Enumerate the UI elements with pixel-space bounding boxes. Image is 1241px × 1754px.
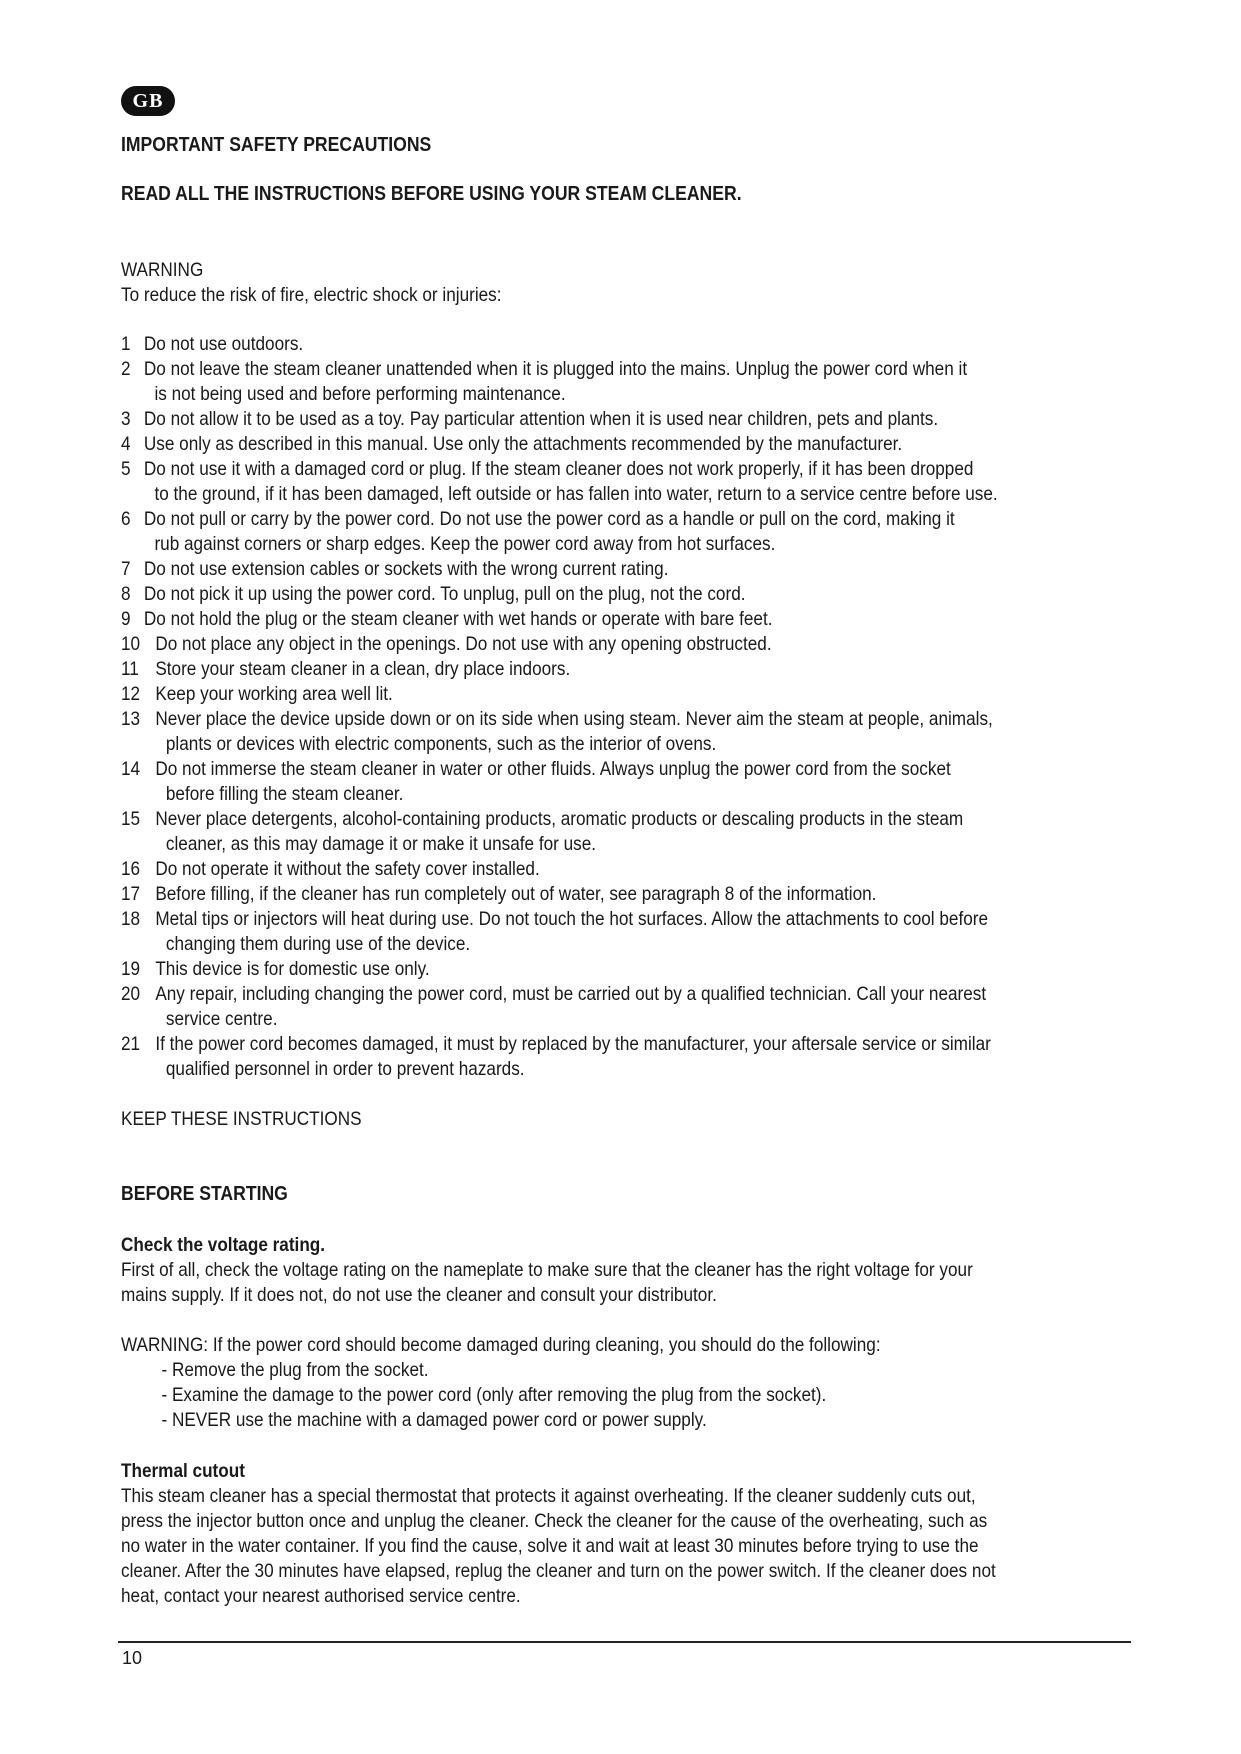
list-item-line: changing them during use of the device.	[165, 933, 471, 955]
list-item-line: Do not immerse the steam cleaner in water or other fluids. Always unplug the power cord from the socket	[155, 758, 951, 780]
list-item	[121, 632, 1131, 657]
list-item-line: Do not use it with a damaged cord or plug. If the steam cleaner does not work properly, if it has been dropped	[143, 458, 974, 480]
list-item-number: 3	[121, 408, 131, 430]
safety-list	[121, 332, 1131, 1082]
list-item-text	[155, 982, 1131, 1032]
keep-instructions: KEEP THESE INSTRUCTIONS	[121, 1108, 362, 1130]
list-item-line: service centre.	[165, 1008, 278, 1030]
list-item-text	[155, 857, 1131, 882]
list-item-line: Use only as described in this manual. Use only the attachments recommended by the manufacturer.	[143, 433, 903, 455]
list-item-number: 14	[121, 758, 141, 780]
list-item-line: Do not pick it up using the power cord. To unplug, pull on the plug, not the cord.	[143, 583, 746, 605]
list-item-text	[155, 632, 1131, 657]
list-item	[121, 807, 1131, 857]
list-item-text	[144, 557, 1131, 582]
list-item-line: Before filling, if the cleaner has run completely out of water, see paragraph 8 of the information.	[155, 883, 877, 905]
warning-label: WARNING	[121, 259, 204, 281]
list-item-line: plants or devices with electric components, such as the interior of ovens.	[165, 733, 717, 755]
warning-intro: To reduce the risk of fire, electric shock or injuries:	[121, 284, 502, 306]
list-item	[121, 707, 1131, 757]
list-item-text	[155, 907, 1131, 957]
list-item-number: 17	[121, 883, 141, 905]
list-item-number: 10	[121, 633, 141, 655]
list-item-line: Metal tips or injectors will heat during use. Do not touch the hot surfaces. Allow the attachments to cool before	[155, 908, 989, 930]
warning2-step: - Examine the damage to the power cord (only after removing the plug from the socket).	[161, 1384, 827, 1406]
list-item	[121, 582, 1131, 607]
thermal-line: cleaner. After the 30 minutes have elapsed, replug the cleaner and turn on the power switch. If the cleaner does not	[121, 1560, 996, 1582]
list-item-line: is not being used and before performing maintenance.	[154, 383, 566, 405]
list-item-number: 9	[121, 608, 131, 630]
list-item-text	[155, 1032, 1131, 1082]
list-item-text	[144, 457, 1131, 507]
list-item-line: This device is for domestic use only.	[155, 958, 430, 980]
list-item-line: before filling the steam cleaner.	[165, 783, 404, 805]
list-item-line: Store your steam cleaner in a clean, dry place indoors.	[155, 658, 571, 680]
section-subtitle: READ ALL THE INSTRUCTIONS BEFORE USING YOUR STEAM CLEANER.	[121, 183, 742, 205]
list-item-line: Any repair, including changing the power cord, must be carried out by a qualified technician. Call your nearest	[155, 983, 987, 1005]
list-item-text	[144, 507, 1131, 557]
list-item-line: rub against corners or sharp edges. Keep the power cord away from hot surfaces.	[154, 533, 776, 555]
list-item-line: Do not use outdoors.	[143, 333, 304, 355]
list-item-number: 21	[121, 1033, 141, 1055]
list-item-line: Do not operate it without the safety cover installed.	[155, 858, 540, 880]
list-item	[121, 332, 1131, 357]
thermal-line: This steam cleaner has a special thermostat that protects it against overheating. If the cleaner suddenly cuts out,	[121, 1485, 976, 1507]
voltage-heading: Check the voltage rating.	[121, 1234, 326, 1256]
list-item-number: 16	[121, 858, 141, 880]
list-item-number: 1	[121, 333, 131, 355]
list-item	[121, 907, 1131, 957]
thermal-heading: Thermal cutout	[121, 1460, 245, 1482]
list-item	[121, 982, 1131, 1032]
list-item-line: to the ground, if it has been damaged, left outside or has fallen into water, return to a service centre before use.	[154, 483, 998, 505]
list-item-number: 7	[121, 558, 131, 580]
list-item-number: 13	[121, 708, 141, 730]
list-item	[121, 607, 1131, 632]
list-item-line: Keep your working area well lit.	[155, 683, 393, 705]
warning2-step: - NEVER use the machine with a damaged power cord or power supply.	[161, 1409, 707, 1431]
list-item-text	[144, 607, 1131, 632]
list-item-line: If the power cord becomes damaged, it must by replaced by the manufacturer, your aftersale service or similar	[155, 1033, 991, 1055]
list-item-number: 8	[121, 583, 131, 605]
list-item	[121, 407, 1131, 432]
list-item-line: Never place the device upside down or on its side when using steam. Never aim the steam at people, animals,	[155, 708, 993, 730]
list-item-text	[144, 357, 1131, 407]
list-item-line: cleaner, as this may damage it or make it unsafe for use.	[165, 833, 597, 855]
warning2-step: - Remove the plug from the socket.	[161, 1359, 429, 1381]
list-item-text	[155, 807, 1131, 857]
page-content	[121, 133, 1010, 1609]
list-item	[121, 507, 1131, 557]
list-item-line: Never place detergents, alcohol-containing products, aromatic products or descaling products in the steam	[155, 808, 964, 830]
list-item-text	[155, 682, 1131, 707]
list-item-number: 11	[121, 658, 139, 680]
list-item-text	[144, 582, 1131, 607]
thermal-line: press the injector button once and unplug the cleaner. Check the cleaner for the cause of the overheating, such as	[121, 1510, 988, 1532]
thermal-line: heat, contact your nearest authorised service centre.	[121, 1585, 521, 1607]
list-item-number: 12	[121, 683, 141, 705]
list-item-text	[155, 882, 1131, 907]
page-number: 10	[122, 1648, 143, 1668]
list-item-line: Do not place any object in the openings. Do not use with any opening obstructed.	[155, 633, 772, 655]
list-item-text	[144, 332, 1131, 357]
list-item	[121, 1032, 1131, 1082]
list-item-text	[155, 957, 1131, 982]
list-item-number: 6	[121, 508, 131, 530]
list-item	[121, 957, 1131, 982]
warning-block	[121, 258, 1131, 308]
list-item-line: Do not use extension cables or sockets with the wrong current rating.	[143, 558, 669, 580]
list-item	[121, 857, 1131, 882]
list-item-line: Do not leave the steam cleaner unattended when it is plugged into the mains. Unplug the power cord when it	[143, 358, 968, 380]
list-item-line: Do not allow it to be used as a toy. Pay particular attention when it is used near children, pets and plants.	[143, 408, 939, 430]
list-item-text	[155, 707, 1131, 757]
warning2-text: WARNING: If the power cord should become damaged during cleaning, you should do the following:	[121, 1334, 881, 1356]
list-item-number: 4	[121, 433, 131, 455]
before-starting-heading: BEFORE STARTING	[121, 1183, 288, 1205]
list-item-text	[144, 407, 1131, 432]
list-item-text	[144, 432, 1131, 457]
list-item-number: 15	[121, 808, 141, 830]
language-badge: GB	[121, 86, 175, 116]
thermal-line: no water in the water container. If you find the cause, solve it and wait at least 30 minutes before trying to use the	[121, 1535, 979, 1557]
list-item	[121, 357, 1131, 407]
voltage-line: mains supply. If it does not, do not use the cleaner and consult your distributor.	[121, 1284, 717, 1306]
section-title: IMPORTANT SAFETY PRECAUTIONS	[121, 134, 432, 156]
list-item	[121, 657, 1131, 682]
list-item	[121, 557, 1131, 582]
list-item	[121, 682, 1131, 707]
list-item-line: qualified personnel in order to prevent hazards.	[165, 1058, 525, 1080]
list-item	[121, 457, 1131, 507]
list-item-text	[155, 657, 1131, 682]
list-item-number: 20	[121, 983, 141, 1005]
list-item-number: 19	[121, 958, 141, 980]
list-item-number: 2	[121, 358, 131, 380]
list-item-number: 18	[121, 908, 141, 930]
list-item-line: Do not hold the plug or the steam cleaner with wet hands or operate with bare feet.	[143, 608, 773, 630]
list-item-text	[155, 757, 1131, 807]
list-item-line: Do not pull or carry by the power cord. Do not use the power cord as a handle or pull on the cord, making it	[143, 508, 955, 530]
footer-divider	[118, 1641, 1131, 1643]
list-item	[121, 882, 1131, 907]
list-item-number: 5	[121, 458, 131, 480]
list-item	[121, 432, 1131, 457]
voltage-line: First of all, check the voltage rating on the nameplate to make sure that the cleaner has the right voltage for your	[121, 1259, 973, 1281]
list-item	[121, 757, 1131, 807]
